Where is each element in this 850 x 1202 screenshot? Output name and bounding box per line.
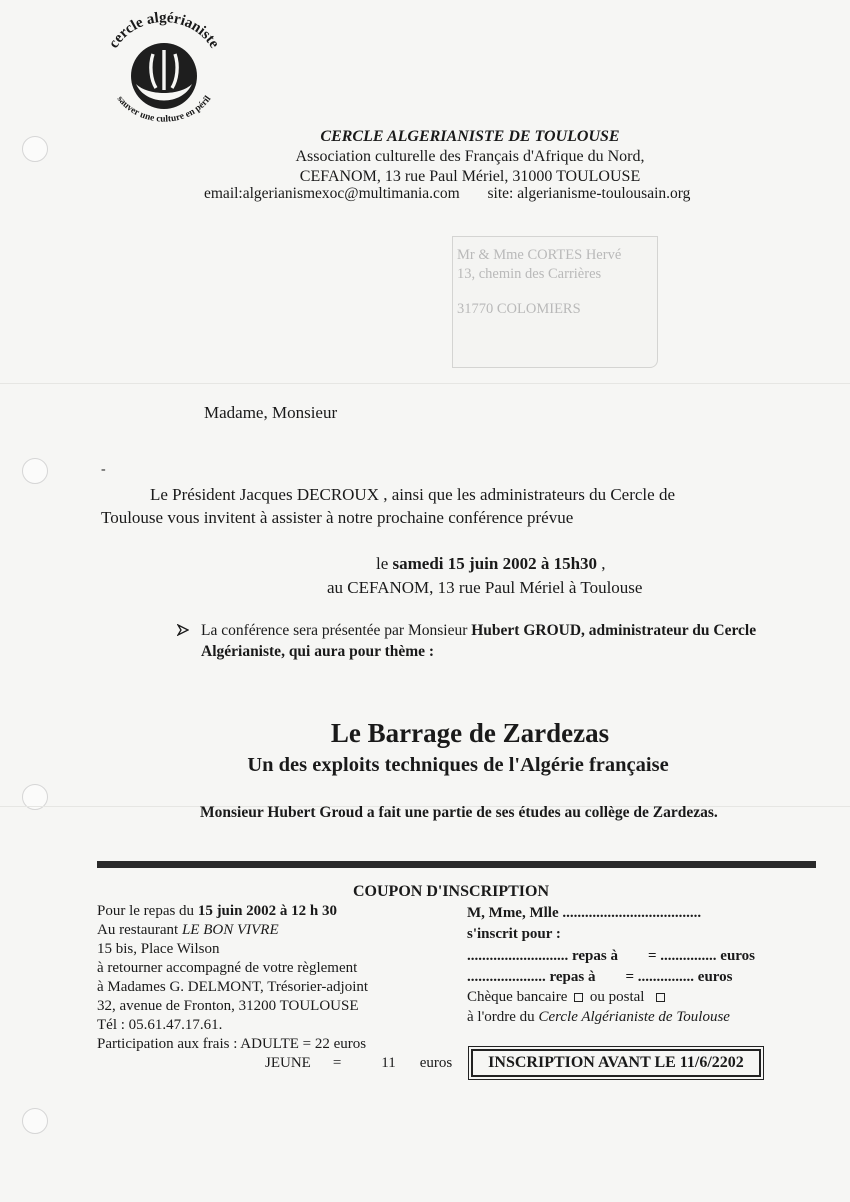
punch-hole xyxy=(22,458,48,484)
event-date-line xyxy=(376,553,606,575)
org-subtitle: Association culturelle des Français d'Afrique du Nord, xyxy=(295,148,645,165)
org-name-text: CERCLE ALGERIANISTE DE TOULOUSE xyxy=(320,128,620,145)
coupon-meal-date: Pour le repas du 15 juin 2002 à 12 h 30 xyxy=(97,903,338,919)
stray-mark: - xyxy=(101,462,106,477)
coupon-payee: à l'ordre du Cercle Algérianiste de Toulouse xyxy=(467,1009,730,1025)
coupon-recipient-address: 32, avenue de Fronton, 31200 TOULOUSE xyxy=(97,998,359,1014)
org-address: CEFANOM, 13 rue Paul Mériel, 31000 TOULOUSE xyxy=(299,168,641,185)
coupon-left-column xyxy=(97,902,452,1073)
coupon-return-instruction: à retourner accompagné de votre règlement xyxy=(97,960,358,976)
event-date-suffix: , xyxy=(597,554,606,573)
coupon-recipient: à Madames G. DELMONT, Trésorier-adjoint xyxy=(97,979,369,995)
org-name xyxy=(140,126,800,147)
invitation-line-2: Toulouse vous invitent à assister à notre prochaine conférence prévue xyxy=(101,508,574,527)
speaker-note: Monsieur Hubert Groud a fait une partie de ses études au collège de Zardezas. xyxy=(200,804,718,821)
coupon-phone: Tél : 05.61.47.17.61. xyxy=(97,1017,223,1033)
contact-line xyxy=(204,185,690,203)
conference-subtitle: Un des exploits techniques de l'Algérie française xyxy=(247,754,669,776)
coupon-heading: COUPON D'INSCRIPTION xyxy=(353,883,550,900)
coupon-registers-for: s'inscrit pour : xyxy=(467,926,561,942)
coupon-restaurant-address: 15 bis, Place Wilson xyxy=(97,941,220,957)
speaker-line-2: Algérianiste, qui aura pour thème : xyxy=(201,643,435,660)
site-text: site: algerianisme-toulousain.org xyxy=(487,185,691,202)
logo-arc-top: cercle algérianiste xyxy=(105,10,223,52)
coupon-meal-row-2[interactable]: ..................... repas à = ............... euros xyxy=(467,969,733,985)
coupon-adult-price: Participation aux frais : ADULTE = 22 euros xyxy=(97,1036,367,1052)
punch-hole xyxy=(22,136,48,162)
coupon-youth-price: JEUNE = 11 euros xyxy=(265,1055,453,1071)
recipient-city: 31770 COLOMIERS xyxy=(457,301,581,317)
cercle-algerianiste-logo xyxy=(96,10,232,136)
fold-line xyxy=(0,383,850,384)
coupon-name-field[interactable]: M, Mme, Mlle ..................................... xyxy=(467,905,702,921)
recipient-name: Mr & Mme CORTES Hervé xyxy=(457,247,622,263)
arrow-bullet-icon xyxy=(177,624,189,636)
conference-title: Le Barrage de Zardezas xyxy=(330,718,610,748)
coupon-right-column xyxy=(467,904,755,1027)
coupon-separator xyxy=(97,861,816,868)
event-venue: au CEFANOM, 13 rue Paul Mériel à Toulouse xyxy=(327,578,643,597)
event-date: samedi 15 juin 2002 à 15h30 xyxy=(392,554,598,573)
deadline-text: INSCRIPTION AVANT LE 11/6/2202 xyxy=(471,1049,761,1077)
recipient-street: 13, chemin des Carrières xyxy=(457,266,602,282)
speaker-intro: La conférence sera présentée par Monsieur xyxy=(201,622,472,639)
speaker-line-1 xyxy=(201,620,756,641)
bank-check-checkbox[interactable] xyxy=(574,993,583,1002)
logo-arc-bottom: sauver une culture en péril xyxy=(114,94,214,125)
invitation-line-1: Le Président Jacques DECROUX , ainsi que les administrateurs du Cercle de xyxy=(150,485,675,504)
coupon-meal-row-1[interactable]: ........................... repas à = ............... euros xyxy=(467,948,756,964)
event-date-prefix: le xyxy=(376,554,393,573)
salutation: Madame, Monsieur xyxy=(204,403,338,422)
recipient-address-label xyxy=(452,236,658,368)
speaker-name: Hubert GROUD, administrateur du Cercle xyxy=(471,622,757,639)
coupon-restaurant: Au restaurant LE BON VIVRE xyxy=(97,922,279,938)
deadline-box xyxy=(468,1046,764,1080)
email-text: email:algerianismexoc@multimania.com xyxy=(204,185,460,202)
coupon-payment-method: Chèque bancaire ou postal xyxy=(467,988,755,1007)
postal-check-checkbox[interactable] xyxy=(656,993,665,1002)
punch-hole xyxy=(22,1108,48,1134)
